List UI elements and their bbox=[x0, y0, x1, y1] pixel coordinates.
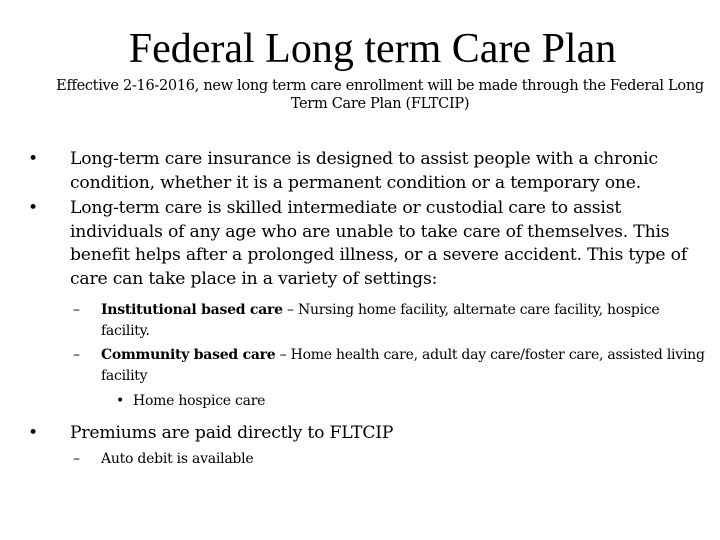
sub-sub-bullet-item bbox=[28, 391, 708, 412]
sub-bullet-lead: Institutional based care bbox=[101, 301, 283, 318]
bullet-marker: • bbox=[28, 149, 38, 169]
sub-bullet-item bbox=[28, 345, 708, 388]
bullet-item bbox=[28, 197, 708, 291]
bullet-marker: • bbox=[28, 198, 38, 219]
sub-bullet-text: – Home health care, adult day care/foster care, assisted living facility bbox=[101, 346, 705, 385]
slide-subtitle: Effective 2-16-2016, new long term care enrollment will be made through the Federal Long Term Care Plan (FLTCIP) bbox=[56, 78, 704, 112]
sub-bullet-item bbox=[28, 449, 708, 471]
bullet-item bbox=[28, 422, 708, 446]
bullet-marker: • bbox=[28, 422, 38, 443]
sub-bullet-marker: – bbox=[73, 451, 80, 468]
sub-sub-bullet-text: Home hospice care bbox=[133, 392, 266, 409]
bullet-text: Long-term care is skilled intermediate or custodial care to assist individuals of any age who are unable to take care of themselves. This benefit helps after a prolonged illness, or a severe accident. This type of care can take place in a variety of settings: bbox=[70, 198, 687, 289]
sub-bullet-text: Auto debit is available bbox=[101, 451, 254, 468]
sub-sub-bullet-marker: • bbox=[116, 392, 125, 409]
bullet-text: Premiums are paid directly to FLTCIP bbox=[70, 422, 394, 443]
sub-bullet-lead: Community based care bbox=[101, 346, 276, 363]
sub-bullet-item bbox=[28, 300, 708, 343]
bullet-item bbox=[28, 148, 708, 195]
sub-bullet-marker: – bbox=[73, 301, 80, 318]
sub-bullet-text: – Nursing home facility, alternate care facility, hospice facility. bbox=[101, 301, 660, 340]
sub-bullet-marker: – bbox=[73, 346, 80, 363]
bullet-list bbox=[28, 148, 708, 471]
slide-title: Federal Long term Care Plan bbox=[128, 26, 617, 72]
bullet-text: Long-term care insurance is designed to assist people with a chronic condition, whether it is a permanent condition or a temporary one. bbox=[70, 149, 658, 193]
